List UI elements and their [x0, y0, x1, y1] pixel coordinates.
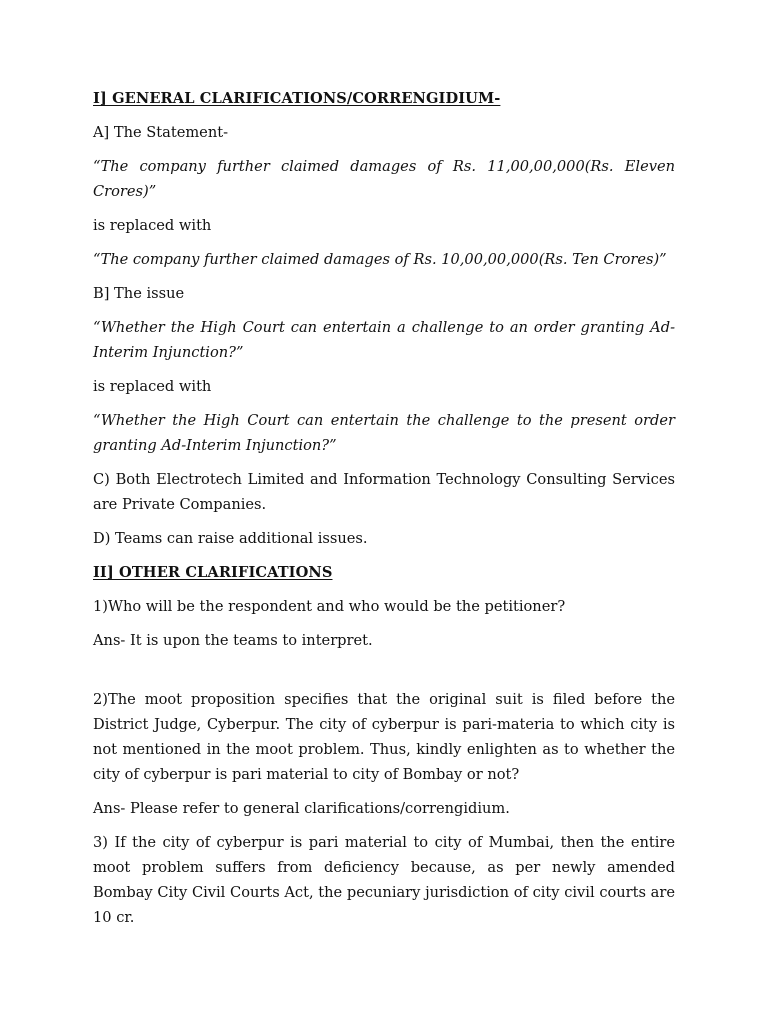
clarification-c-text: C) Both Electrotech Limited and Information Technology Consulting Services are Private Companies. — [93, 471, 675, 513]
issue-b-label: B] The issue — [93, 285, 185, 302]
clarification-d-text: D) Teams can raise additional issues. — [93, 530, 368, 547]
answer-1: Ans- It is upon the teams to interpret. — [93, 632, 373, 649]
statement-a-old-quote: “The company further claimed damages of Rs. 11,00,00,000(Rs. Eleven Crores)” — [93, 158, 675, 200]
question-3: 3) If the city of cyberpur is pari material to city of Mumbai, then the entire moot problem suffers from deficiency because, as per newly amended Bombay City Civil Courts Act, the pecuniary jurisdiction of city civil courts are 10 cr. — [93, 834, 675, 926]
section-heading-general-clarifications: I] GENERAL CLARIFICATIONS/CORRENGIDIUM- — [93, 90, 501, 107]
statement-a-replaced-text: is replaced with — [93, 217, 212, 234]
section-heading-other-clarifications: II] OTHER CLARIFICATIONS — [93, 564, 333, 581]
answer-2: Ans- Please refer to general clarifications/correngidium. — [93, 800, 510, 817]
issue-b-new-quote: “Whether the High Court can entertain the challenge to the present order granting Ad-Interim Injunction?” — [93, 412, 675, 454]
statement-a-label: A] The Statement- — [93, 124, 229, 141]
issue-b-replaced-text: is replaced with — [93, 378, 212, 395]
question-2: 2)The moot proposition specifies that the original suit is filed before the District Judge, Cyberpur. The city of cyberpur is pari-materia to which city is not mentioned in the moot problem. Thus, kindly enlighten as to whether the city of cyberpur is pari material to city of Bombay or not? — [93, 691, 675, 783]
statement-a-new-quote: “The company further claimed damages of Rs. 10,00,00,000(Rs. Ten Crores)” — [93, 251, 667, 268]
document-page — [93, 86, 675, 930]
question-1: 1)Who will be the respondent and who would be the petitioner? — [93, 598, 566, 615]
issue-b-old-quote: “Whether the High Court can entertain a challenge to an order granting Ad-Interim Injunction?” — [93, 319, 675, 361]
